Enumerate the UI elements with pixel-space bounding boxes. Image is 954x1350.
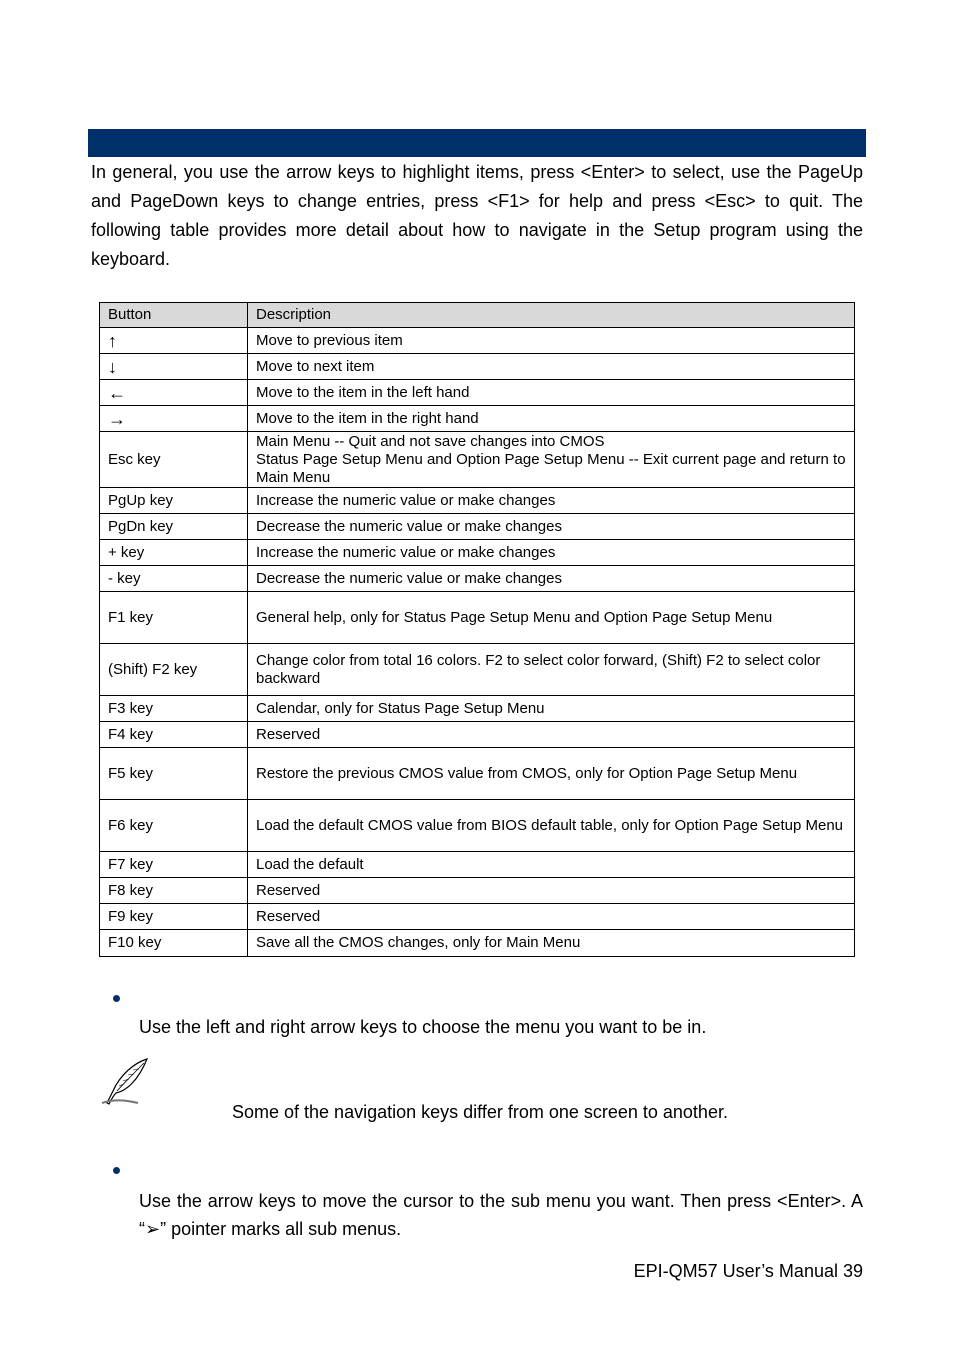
header-description: Description bbox=[248, 303, 855, 328]
key-description-cell bbox=[248, 380, 855, 406]
key-description-cell bbox=[248, 592, 855, 644]
key-name-cell: F3 key bbox=[100, 696, 248, 722]
description-line: Load the default bbox=[256, 855, 364, 873]
key-description-cell bbox=[248, 852, 855, 878]
description-line: Change color from total 16 colors. F2 to select color forward, (Shift) F2 to select color backward bbox=[256, 651, 821, 687]
bullet-icon bbox=[113, 1167, 123, 1177]
description-line: Restore the previous CMOS value from CMOS, only for Option Page Setup Menu bbox=[256, 764, 798, 782]
description-line: Move to previous item bbox=[256, 331, 403, 349]
bullet-icon bbox=[113, 995, 123, 1005]
key-description-cell bbox=[248, 644, 855, 696]
description-line: Calendar, only for Status Page Setup Menu bbox=[256, 699, 545, 717]
key-description-cell bbox=[248, 488, 855, 514]
table-row bbox=[100, 540, 855, 566]
description-line: Main Menu -- Quit and not save changes into CMOS bbox=[256, 432, 605, 450]
key-name-cell: F1 key bbox=[100, 592, 248, 644]
table-row bbox=[100, 722, 855, 748]
table-row bbox=[100, 380, 855, 406]
key-name-cell: PgUp key bbox=[100, 488, 248, 514]
table-row bbox=[100, 514, 855, 540]
description-line: Reserved bbox=[256, 725, 321, 743]
table-row bbox=[100, 644, 855, 696]
key-description-cell bbox=[248, 878, 855, 904]
key-name-cell: F7 key bbox=[100, 852, 248, 878]
table-row bbox=[100, 328, 855, 354]
key-description-cell bbox=[248, 748, 855, 800]
description-line: Increase the numeric value or make changes bbox=[256, 491, 556, 509]
key-description-cell bbox=[248, 696, 855, 722]
key-description-cell bbox=[248, 930, 855, 957]
section-header-bar bbox=[88, 129, 866, 157]
description-line: Decrease the numeric value or make changes bbox=[256, 517, 562, 535]
intro-paragraph: In general, you use the arrow keys to highlight items, press <Enter> to select, use the PageUp and PageDown keys to change entries, press <F1> for help and press <Esc> to quit. The following table provides more detail about how to navigate in the Setup program using the keyboard. bbox=[91, 162, 863, 269]
key-name-cell: Esc key bbox=[100, 432, 248, 488]
feather-note-icon bbox=[100, 1057, 150, 1107]
description-line: Move to the item in the left hand bbox=[256, 383, 470, 401]
key-description-cell bbox=[248, 406, 855, 432]
key-description-cell bbox=[248, 328, 855, 354]
key-name-cell: ↓ bbox=[100, 354, 248, 380]
key-description-cell bbox=[248, 540, 855, 566]
note-text: Some of the navigation keys differ from one screen to another. bbox=[232, 1102, 728, 1122]
key-name-cell: (Shift) F2 key bbox=[100, 644, 248, 696]
key-name-cell: F10 key bbox=[100, 930, 248, 957]
key-name-cell: → bbox=[100, 406, 248, 432]
key-description-cell bbox=[248, 904, 855, 930]
header-button: Button bbox=[100, 303, 248, 328]
key-name-cell: PgDn key bbox=[100, 514, 248, 540]
description-line: Move to the item in the right hand bbox=[256, 409, 479, 427]
key-description-cell bbox=[248, 354, 855, 380]
key-description-cell bbox=[248, 432, 855, 488]
key-name-cell: F4 key bbox=[100, 722, 248, 748]
key-name-cell: F8 key bbox=[100, 878, 248, 904]
key-name-cell: F5 key bbox=[100, 748, 248, 800]
description-line: General help, only for Status Page Setup Menu and Option Page Setup Menu bbox=[256, 608, 773, 626]
description-line: Move to next item bbox=[256, 357, 375, 375]
table-row bbox=[100, 696, 855, 722]
table-row bbox=[100, 406, 855, 432]
table-row bbox=[100, 904, 855, 930]
key-name-cell: + key bbox=[100, 540, 248, 566]
table-row bbox=[100, 432, 855, 488]
table-row bbox=[100, 852, 855, 878]
description-line: Reserved bbox=[256, 881, 321, 899]
key-description-cell bbox=[248, 800, 855, 852]
navigation-keys-table bbox=[99, 302, 855, 957]
key-name-cell: ↑ bbox=[100, 328, 248, 354]
menu-bar-paragraph: Use the left and right arrow keys to choose the menu you want to be in. bbox=[139, 1017, 707, 1037]
key-name-cell: F6 key bbox=[100, 800, 248, 852]
table-header-row bbox=[100, 303, 855, 328]
description-line: Reserved bbox=[256, 907, 321, 925]
table-row bbox=[100, 354, 855, 380]
key-description-cell bbox=[248, 722, 855, 748]
sub-menu-paragraph: Use the arrow keys to move the cursor to the sub menu you want. Then press <Enter>. A “➢” pointer marks all sub menus. bbox=[139, 1191, 863, 1239]
table-row bbox=[100, 748, 855, 800]
key-name-cell: - key bbox=[100, 566, 248, 592]
description-line: Increase the numeric value or make changes bbox=[256, 543, 556, 561]
key-description-cell bbox=[248, 566, 855, 592]
key-name-cell: F9 key bbox=[100, 904, 248, 930]
table-row bbox=[100, 930, 855, 957]
page-footer: EPI-QM57 User’s Manual 39 bbox=[633, 1261, 863, 1281]
table-row bbox=[100, 800, 855, 852]
description-line: Load the default CMOS value from BIOS default table, only for Option Page Setup Menu bbox=[256, 816, 844, 834]
description-line: Decrease the numeric value or make changes bbox=[256, 569, 562, 587]
key-name-cell: ← bbox=[100, 380, 248, 406]
table-row bbox=[100, 592, 855, 644]
description-line: Status Page Setup Menu and Option Page Setup Menu -- Exit current page and return to Main Menu bbox=[256, 450, 846, 486]
table-row bbox=[100, 566, 855, 592]
key-description-cell bbox=[248, 514, 855, 540]
description-line: Save all the CMOS changes, only for Main Menu bbox=[256, 934, 581, 951]
table-row bbox=[100, 878, 855, 904]
table-row bbox=[100, 488, 855, 514]
